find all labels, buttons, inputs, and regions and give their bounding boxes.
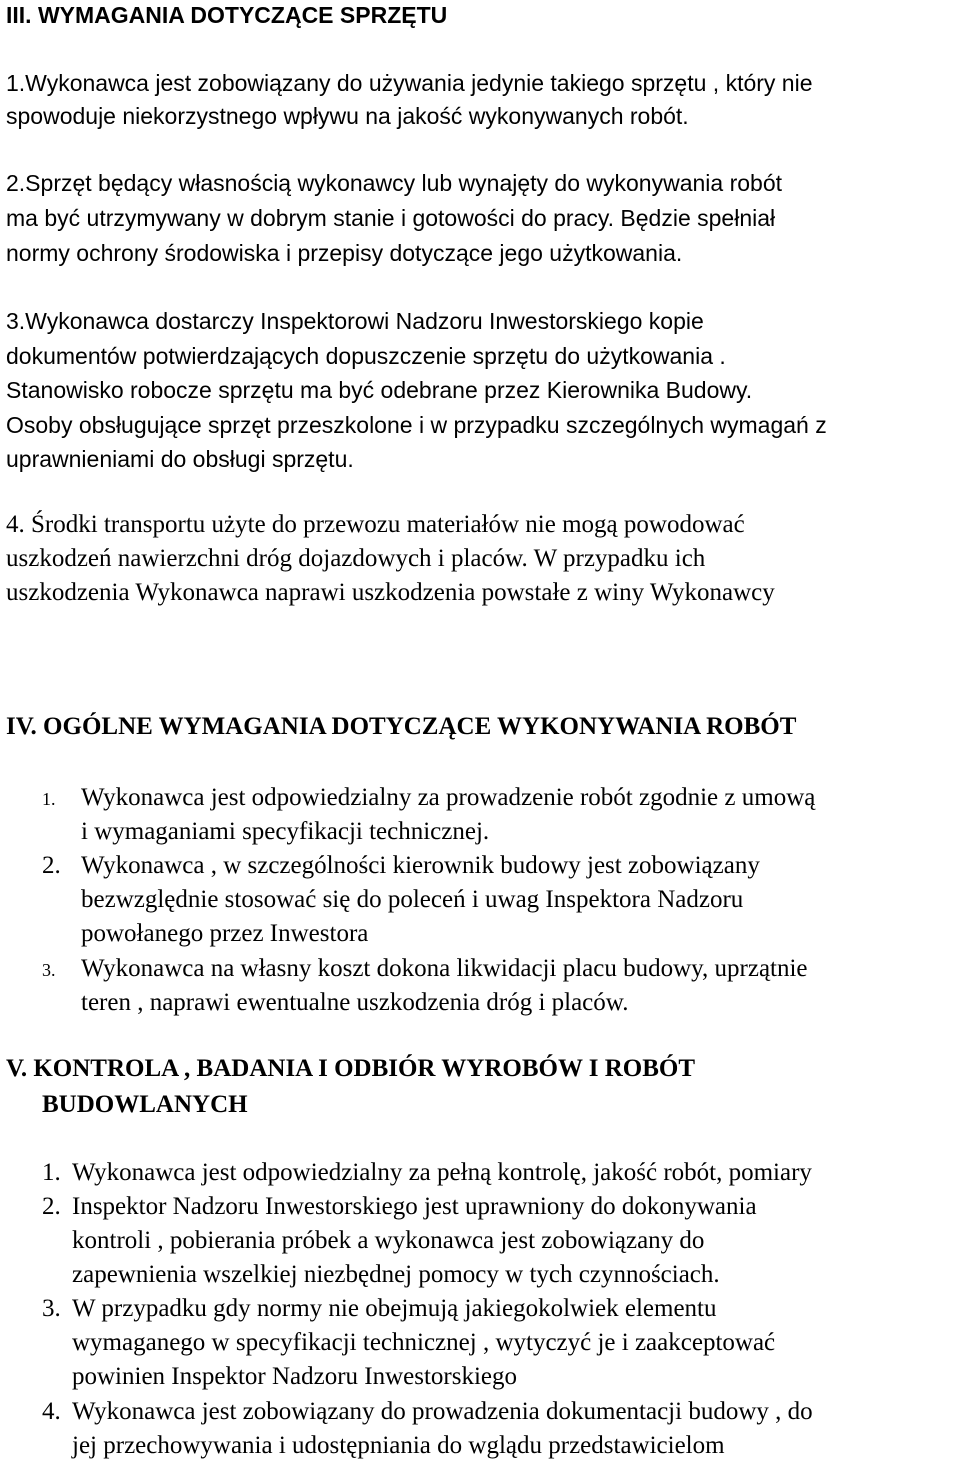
list-item-number: 3. <box>42 1295 61 1322</box>
section-3-paragraph-3-line: Osoby obsługujące sprzęt przeszkolone i w przypadku szczególnych wymagań z <box>6 412 827 438</box>
list-item-line: i wymaganiami specyfikacji technicznej. <box>81 818 490 845</box>
list-item-number: 1. <box>42 789 56 809</box>
list-item-number: 2. <box>42 852 61 879</box>
section-3-paragraph-3-line: dokumentów potwierdzających dopuszczenie sprzętu do użytkowania . <box>6 343 726 369</box>
list-item-line: kontroli , pobierania próbek a wykonawca jest zobowiązany do <box>72 1227 705 1254</box>
section-3-paragraph-1-line: spowoduje niekorzystnego wpływu na jakość wykonywanych robót. <box>6 103 689 129</box>
list-item-line: Inspektor Nadzoru Inwestorskiego jest uprawniony do dokonywania <box>72 1193 757 1220</box>
section-3-paragraph-3-line: Stanowisko robocze sprzętu ma być odebrane przez Kierownika Budowy. <box>6 377 753 403</box>
section-3-paragraph-3-line: 3.Wykonawca dostarczy Inspektorowi Nadzoru Inwestorskiego kopie <box>6 308 704 334</box>
list-item-line: wymaganego w specyfikacji technicznej , wytyczyć je i zaakceptować <box>72 1329 776 1356</box>
section-3-paragraph-4-line: uszkodzeń nawierzchni dróg dojazdowych i placów. W przypadku ich <box>6 545 706 572</box>
list-item-line: powołanego przez Inwestora <box>81 920 369 947</box>
section-3-paragraph-1-line: 1.Wykonawca jest zobowiązany do używania jedynie takiego sprzętu , który nie <box>6 70 813 96</box>
section-3-heading: III. WYMAGANIA DOTYCZĄCE SPRZĘTU <box>6 2 448 28</box>
section-4-heading: IV. OGÓLNE WYMAGANIA DOTYCZĄCE WYKONYWANIA ROBÓT <box>6 713 797 740</box>
section-5-heading: V. KONTROLA , BADANIA I ODBIÓR WYROBÓW I ROBÓT <box>6 1055 696 1082</box>
list-item-line: powinien Inspektor Nadzoru Inwestorskiego <box>72 1363 518 1390</box>
section-3-paragraph-2-line: ma być utrzymywany w dobrym stanie i gotowości do pracy. Będzie spełniał <box>6 205 776 231</box>
list-item-line: W przypadku gdy normy nie obejmują jakiegokolwiek elementu <box>72 1295 717 1322</box>
list-item-number: 4. <box>42 1398 61 1425</box>
list-item-line: Wykonawca , w szczególności kierownik budowy jest zobowiązany <box>81 852 760 879</box>
list-item-line: Wykonawca na własny koszt dokona likwidacji placu budowy, uprzątnie <box>81 955 808 982</box>
section-3-paragraph-4-line: uszkodzenia Wykonawca naprawi uszkodzenia powstałe z winy Wykonawcy <box>6 579 775 606</box>
list-item-number: 2. <box>42 1193 61 1220</box>
list-item-line: zapewnienia wszelkiej niezbędnej pomocy w tych czynnościach. <box>72 1261 720 1288</box>
list-item-number: 1. <box>42 1159 61 1186</box>
list-item-line: teren , naprawi ewentualne uszkodzenia dróg i placów. <box>81 989 629 1016</box>
list-item-line: Wykonawca jest odpowiedzialny za prowadzenie robót zgodnie z umową <box>81 784 816 811</box>
section-5-heading-continuation: BUDOWLANYCH <box>42 1091 248 1118</box>
list-item-number: 3. <box>42 960 56 980</box>
section-3-paragraph-2-line: 2.Sprzęt będący własnością wykonawcy lub wynajęty do wykonywania robót <box>6 170 783 196</box>
list-item-line: jej przechowywania i udostępniania do wglądu przedstawicielom <box>72 1432 725 1459</box>
list-item-line: Wykonawca jest zobowiązany do prowadzenia dokumentacji budowy , do <box>72 1398 813 1425</box>
section-3-paragraph-3-line: uprawnieniami do obsługi sprzętu. <box>6 446 354 472</box>
list-item-line: bezwzględnie stosować się do poleceń i uwag Inspektora Nadzoru <box>81 886 744 913</box>
list-item-line: Wykonawca jest odpowiedzialny za pełną kontrolę, jakość robót, pomiary <box>72 1159 812 1186</box>
section-3-paragraph-4-line: 4. Środki transportu użyte do przewozu materiałów nie mogą powodować <box>6 511 745 538</box>
section-3-paragraph-2-line: normy ochrony środowiska i przepisy dotyczące jego użytkowania. <box>6 240 683 266</box>
